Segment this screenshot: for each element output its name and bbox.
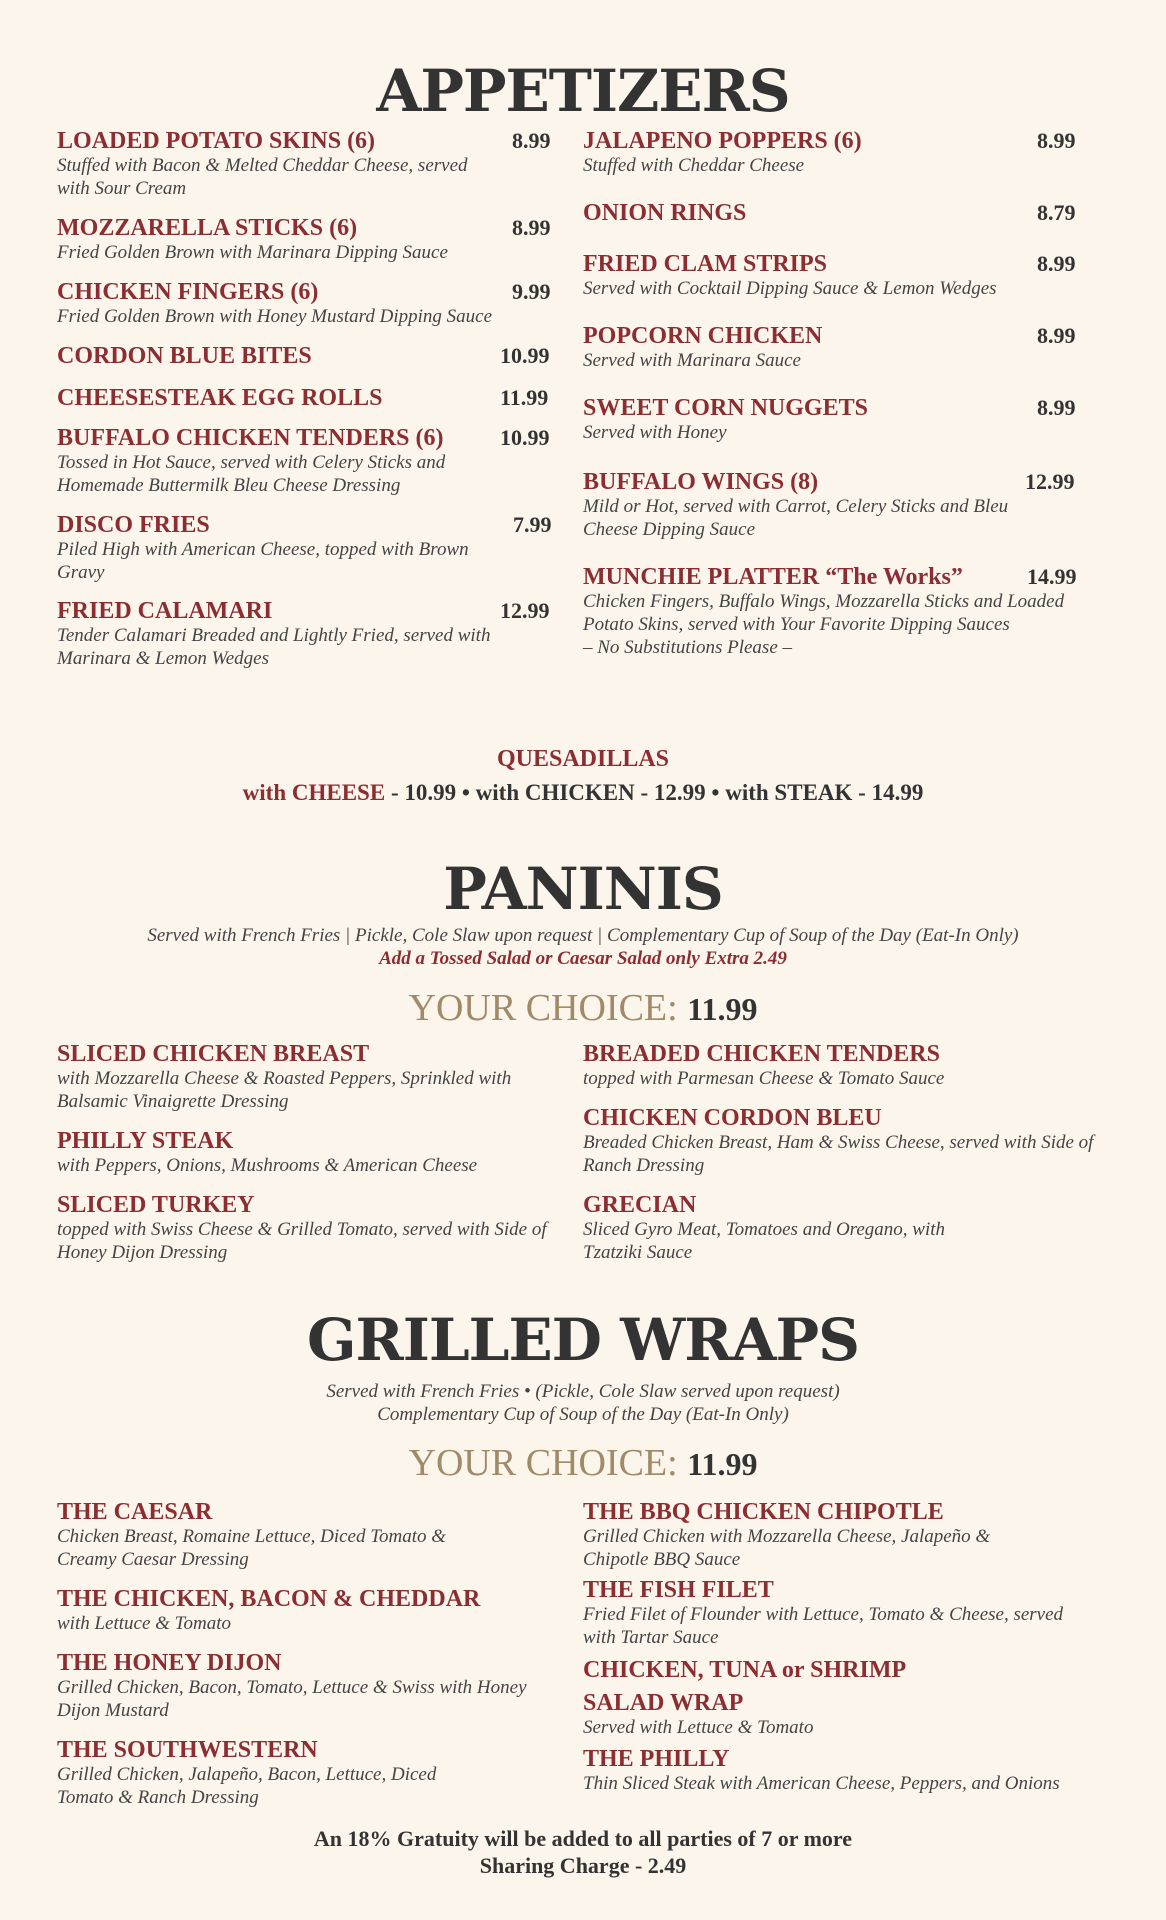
item-desc: Thin Sliced Steak with American Cheese, Peppers, and Onions (583, 1773, 1060, 1794)
quesadillas-options (0, 779, 1166, 807)
item-name: THE CHICKEN, BACON & CHEDDAR (57, 1586, 481, 1612)
item-price: 8.99 (512, 215, 551, 240)
appetizer-item (57, 598, 507, 670)
item-desc: Sliced Gyro Meat, Tomatoes and Oregano, with Tzatziki Sauce (583, 1219, 946, 1263)
item-name: FRIED CALAMARI (57, 598, 273, 624)
item-name: PHILLY STEAK (57, 1128, 234, 1154)
item-name: BUFFALO CHICKEN TENDERS (6) (57, 425, 444, 451)
appetizer-item (57, 385, 382, 411)
item-price: 8.99 (1037, 251, 1076, 276)
item-name: LOADED POTATO SKINS (6) (57, 128, 376, 154)
appetizer-item (583, 564, 1073, 659)
wrap-item (57, 1650, 557, 1722)
item-name: THE FISH FILET (583, 1577, 774, 1603)
item-price: 8.99 (1037, 323, 1076, 348)
item-desc: with Peppers, Onions, Mushrooms & American Cheese (57, 1155, 478, 1176)
item-desc: Chicken Breast, Romaine Lettuce, Diced Tomato & Creamy Caesar Dressing (57, 1526, 447, 1570)
item-price: 12.99 (500, 598, 550, 623)
quesadilla-cheese-label: with CHEESE (242, 780, 386, 805)
gratuity-notice: An 18% Gratuity will be added to all parties of 7 or more (313, 1826, 853, 1851)
item-name: CHICKEN FINGERS (6) (57, 279, 319, 305)
wrap-item (57, 1499, 557, 1571)
appetizer-item (583, 395, 1043, 444)
appetizer-item (57, 215, 517, 264)
item-name: MOZZARELLA STICKS (6) (57, 215, 358, 241)
wrap-item (57, 1737, 557, 1809)
paninis-title: PANINIS (443, 855, 723, 923)
item-price: 9.99 (512, 279, 551, 304)
choice-label: YOUR CHOICE: (408, 987, 678, 1029)
appetizer-item (583, 251, 1103, 300)
item-name: THE PHILLY (583, 1746, 730, 1772)
sharing-charge: Sharing Charge - 2.49 (479, 1853, 687, 1878)
item-desc: topped with Swiss Cheese & Grilled Tomato, served with Side of Honey Dijon Dressing (57, 1219, 547, 1263)
item-desc: with Mozzarella Cheese & Roasted Peppers, Sprinkled with Balsamic Vinaigrette Dressing (57, 1068, 512, 1112)
item-name: SALAD WRAP (583, 1690, 744, 1716)
item-desc: Grilled Chicken, Bacon, Tomato, Lettuce & Swiss with Honey Dijon Mustard (57, 1677, 527, 1721)
item-name: BREADED CHICKEN TENDERS (583, 1041, 940, 1067)
wraps-choice (0, 1441, 1166, 1486)
wrap-item (583, 1499, 1103, 1571)
item-price: 8.99 (512, 128, 551, 153)
wraps-served-2: Complementary Cup of Soup of the Day (Eat-In Only) (377, 1404, 789, 1425)
wrap-item (583, 1690, 1103, 1739)
wrap-item (583, 1577, 1103, 1649)
item-name: CHEESESTEAK EGG ROLLS (57, 385, 383, 411)
quesadilla-chicken: with CHICKEN - 12.99 • (475, 780, 726, 805)
wrap-item (583, 1657, 1103, 1683)
wrap-item (583, 1746, 1103, 1795)
panini-item (583, 1192, 1103, 1264)
item-desc: Mild or Hot, served with Carrot, Celery Sticks and Bleu Cheese Dipping Sauce (583, 496, 1009, 540)
wrap-item (57, 1586, 557, 1635)
item-name: SWEET CORN NUGGETS (583, 395, 868, 421)
appetizer-item (57, 343, 312, 369)
item-desc: Tossed in Hot Sauce, served with Celery Sticks and Homemade Buttermilk Bleu Cheese Dressing (57, 452, 446, 496)
choice-label: YOUR CHOICE: (408, 1442, 678, 1484)
quesadilla-cheese-price: - 10.99 • (385, 780, 476, 805)
item-desc: topped with Parmesan Cheese & Tomato Sauce (583, 1068, 945, 1089)
item-name: ONION RINGS (583, 200, 747, 226)
item-price: 11.99 (500, 385, 549, 410)
item-desc: Fried Filet of Flounder with Lettuce, Tomato & Cheese, served with Tartar Sauce (583, 1604, 1064, 1648)
item-desc: Piled High with American Cheese, topped with Brown Gravy (57, 539, 469, 583)
item-desc: with Lettuce & Tomato (57, 1613, 232, 1634)
panini-item (57, 1192, 557, 1264)
item-name: MUNCHIE PLATTER “The Works” (583, 564, 963, 590)
item-desc: Grilled Chicken, Jalapeño, Bacon, Lettuce, Diced Tomato & Ranch Dressing (57, 1764, 437, 1808)
paninis-choice (0, 986, 1166, 1031)
choice-price: 11.99 (687, 991, 758, 1027)
item-desc: Grilled Chicken with Mozzarella Cheese, Jalapeño & Chipotle BBQ Sauce (583, 1526, 991, 1570)
panini-item (583, 1041, 1103, 1090)
item-price: 14.99 (1027, 564, 1077, 589)
item-price: 10.99 (500, 425, 550, 450)
panini-item (583, 1105, 1103, 1177)
item-price: 7.99 (513, 512, 552, 537)
item-name: DISCO FRIES (57, 512, 210, 538)
item-name: CORDON BLUE BITES (57, 343, 312, 369)
paninis-addon: Add a Tossed Salad or Caesar Salad only Extra 2.49 (379, 948, 787, 969)
appetizer-item (583, 200, 746, 226)
item-name: THE HONEY DIJON (57, 1650, 282, 1676)
appetizer-item (583, 323, 1043, 372)
item-name: GRECIAN (583, 1192, 697, 1218)
appetizer-item (57, 425, 507, 497)
item-name: CHICKEN, TUNA or SHRIMP (583, 1657, 907, 1683)
item-desc: Served with Honey (583, 422, 727, 443)
item-name: CHICKEN CORDON BLEU (583, 1105, 882, 1131)
item-price: 8.79 (1037, 200, 1076, 225)
item-name: BUFFALO WINGS (8) (583, 469, 819, 495)
item-desc: Served with Lettuce & Tomato (583, 1717, 814, 1738)
item-note: – No Substitutions Please – (583, 637, 792, 658)
item-name: POPCORN CHICKEN (583, 323, 823, 349)
appetizers-title: APPETIZERS (376, 57, 790, 125)
item-desc: Tender Calamari Breaded and Lightly Fried, served with Marinara & Lemon Wedges (57, 625, 491, 669)
wraps-title: GRILLED WRAPS (307, 1306, 859, 1374)
wraps-served-1: Served with French Fries • (Pickle, Cole Slaw served upon request) (326, 1381, 840, 1402)
item-price: 10.99 (500, 343, 550, 368)
appetizer-item (57, 128, 477, 200)
item-name: THE SOUTHWESTERN (57, 1737, 318, 1763)
item-name: FRIED CLAM STRIPS (583, 251, 828, 277)
item-desc: Chicken Fingers, Buffalo Wings, Mozzarella Sticks and Loaded Potato Skins, served with Your Favorite Dipping Sauces (583, 591, 1065, 635)
item-name: JALAPENO POPPERS (6) (583, 128, 862, 154)
choice-price: 11.99 (687, 1446, 758, 1482)
item-price: 12.99 (1025, 469, 1075, 494)
item-desc: Served with Marinara Sauce (583, 350, 801, 371)
quesadillas-title: QUESADILLAS (496, 746, 670, 772)
panini-item (57, 1041, 557, 1113)
appetizer-item (583, 469, 1063, 541)
item-desc: Stuffed with Cheddar Cheese (583, 155, 805, 176)
item-name: THE BBQ CHICKEN CHIPOTLE (583, 1499, 944, 1525)
item-price: 8.99 (1037, 395, 1076, 420)
item-name: SLICED TURKEY (57, 1192, 255, 1218)
item-desc: Served with Cocktail Dipping Sauce & Lemon Wedges (583, 278, 997, 299)
item-desc: Fried Golden Brown with Honey Mustard Dipping Sauce (57, 306, 493, 327)
quesadilla-steak: with STEAK - 14.99 (725, 780, 924, 805)
item-desc: Fried Golden Brown with Marinara Dipping Sauce (57, 242, 448, 263)
item-desc: Breaded Chicken Breast, Ham & Swiss Cheese, served with Side of Ranch Dressing (583, 1132, 1094, 1176)
appetizer-item (583, 128, 1043, 177)
appetizer-item (57, 512, 477, 584)
paninis-served: Served with French Fries | Pickle, Cole Slaw upon request | Complementary Cup of Soup of the Day (Eat-In Only) (147, 925, 1019, 946)
item-name: THE CAESAR (57, 1499, 213, 1525)
appetizer-item (57, 279, 557, 328)
panini-item (57, 1128, 557, 1177)
item-desc: Stuffed with Bacon & Melted Cheddar Cheese, served with Sour Cream (57, 155, 468, 199)
item-name: SLICED CHICKEN BREAST (57, 1041, 370, 1067)
item-price: 8.99 (1037, 128, 1076, 153)
